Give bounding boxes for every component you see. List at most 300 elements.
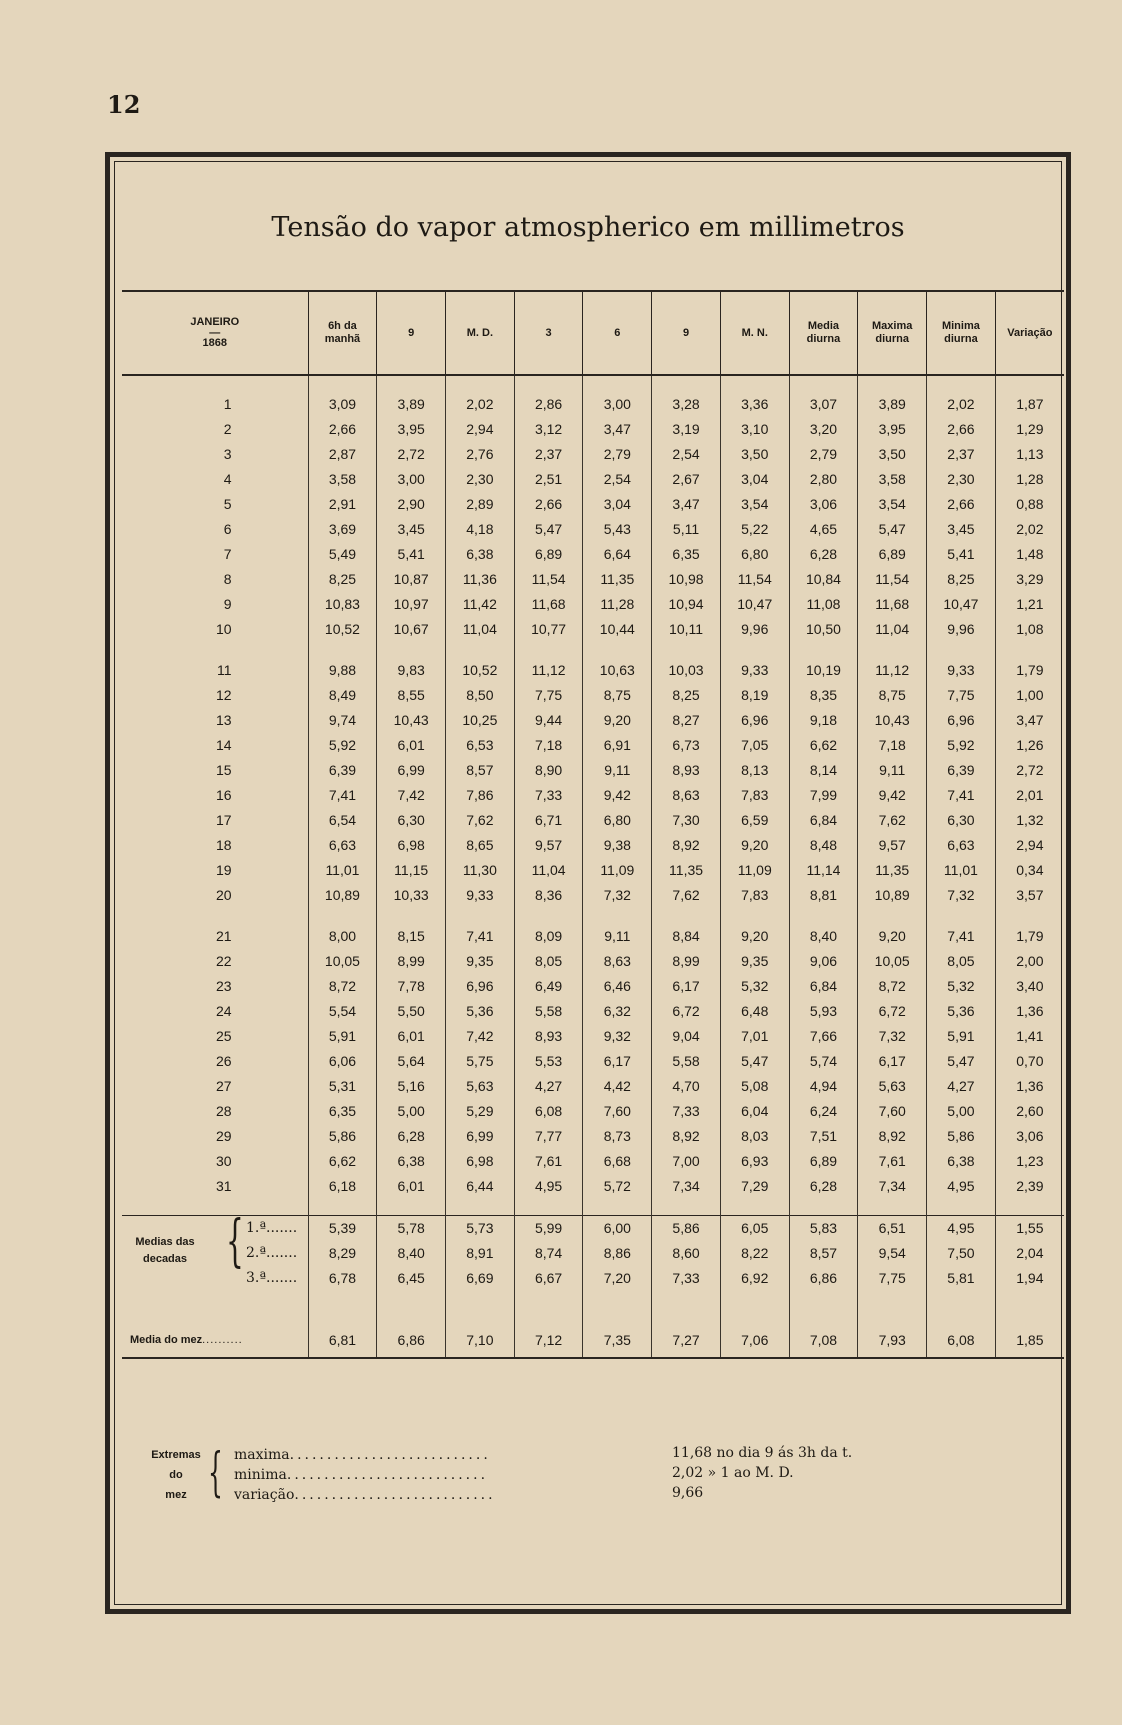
spacer-cell [652, 375, 721, 392]
value-cell: 8,55 [377, 683, 446, 708]
header-col-4 [514, 291, 583, 375]
value-cell: 8,40 [377, 1241, 446, 1266]
value-cell: 8,35 [789, 683, 858, 708]
spacer-cell [927, 908, 996, 924]
value-cell: 5,41 [927, 542, 996, 567]
value-cell: 6,99 [377, 758, 446, 783]
spacer-cell [858, 1291, 927, 1307]
value-cell: 9,35 [720, 949, 789, 974]
day-cell: 9 [223, 596, 232, 612]
spacer-cell [377, 908, 446, 924]
value-cell: 11,08 [789, 592, 858, 617]
spacer-cell [858, 375, 927, 392]
page-number: 12 [107, 90, 141, 119]
value-cell: 11,54 [720, 567, 789, 592]
value-cell: 5,92 [308, 733, 377, 758]
spacer-cell [858, 1199, 927, 1216]
extreme-row [234, 1485, 594, 1505]
value-cell: 6,73 [652, 733, 721, 758]
value-cell: 7,61 [514, 1149, 583, 1174]
value-cell: 6,28 [377, 1124, 446, 1149]
extreme-row [234, 1445, 590, 1465]
spacer-cell [995, 375, 1064, 392]
table-row [122, 617, 1064, 642]
value-cell: 9,11 [858, 758, 927, 783]
value-cell: 11,68 [514, 592, 583, 617]
table-row [122, 517, 1064, 542]
value-cell: 8,99 [377, 949, 446, 974]
value-cell: 8,72 [858, 974, 927, 999]
extremes-brace: { [208, 1443, 223, 1503]
table-row [122, 1099, 1064, 1124]
value-cell: 3,50 [858, 442, 927, 467]
value-cell: 1,85 [995, 1323, 1064, 1358]
day-cell: 23 [216, 978, 232, 994]
value-cell: 1,48 [995, 542, 1064, 567]
value-cell: 1,36 [995, 999, 1064, 1024]
value-cell: 7,33 [514, 783, 583, 808]
value-cell: 5,81 [927, 1266, 996, 1291]
value-cell: 7,05 [720, 733, 789, 758]
value-cell: 5,63 [446, 1074, 515, 1099]
value-cell: 1,36 [995, 1074, 1064, 1099]
day-cell: 14 [216, 737, 232, 753]
value-cell: 5,86 [652, 1216, 721, 1241]
value-cell: 8,14 [789, 758, 858, 783]
value-cell: 2,54 [583, 467, 652, 492]
value-cell: 7,77 [514, 1124, 583, 1149]
header-col-8 [789, 291, 858, 375]
spacer-cell [122, 1307, 308, 1323]
value-cell: 7,32 [858, 1024, 927, 1049]
header-col-5 [583, 291, 652, 375]
spacer-cell [789, 1307, 858, 1323]
value-cell: 10,19 [789, 658, 858, 683]
table-row [122, 974, 1064, 999]
value-cell: 5,92 [927, 733, 996, 758]
value-cell: 11,28 [583, 592, 652, 617]
header-col-line2: manhã [324, 333, 361, 345]
value-cell: 8,81 [789, 883, 858, 908]
table-row [122, 1024, 1064, 1049]
decade-label: 3.ª....... [246, 1270, 298, 1286]
value-cell: 7,33 [652, 1099, 721, 1124]
value-cell: 4,65 [789, 517, 858, 542]
value-cell: 2,76 [446, 442, 515, 467]
value-cell: 8,40 [789, 924, 858, 949]
value-cell: 11,04 [446, 617, 515, 642]
spacer-cell [583, 908, 652, 924]
header-col-line2: diurna [944, 333, 978, 345]
value-cell: 8,29 [308, 1241, 377, 1266]
day-cell: 29 [216, 1128, 232, 1144]
day-cell: 30 [216, 1153, 232, 1169]
spacer-row [122, 1307, 1064, 1323]
value-cell: 2,54 [652, 442, 721, 467]
spacer-cell [446, 1307, 515, 1323]
value-cell: 6,63 [308, 833, 377, 858]
value-cell: 6,48 [720, 999, 789, 1024]
table-row [122, 467, 1064, 492]
value-cell: 7,18 [514, 733, 583, 758]
day-cell: 5 [223, 496, 232, 512]
value-cell: 2,30 [446, 467, 515, 492]
header-col-line1: Maxima [872, 320, 913, 332]
decade-label-cell [122, 1241, 308, 1266]
value-cell: 6,96 [446, 974, 515, 999]
value-cell: 6,92 [720, 1266, 789, 1291]
spacer-cell [995, 908, 1064, 924]
value-cell: 6,89 [789, 1149, 858, 1174]
spacer-cell [927, 375, 996, 392]
value-cell: 11,36 [446, 567, 515, 592]
decades-title-line1: Medias das [135, 1236, 195, 1248]
spacer-row [122, 642, 1064, 658]
value-cell: 6,00 [583, 1216, 652, 1241]
value-cell: 6,39 [308, 758, 377, 783]
value-cell: 6,69 [446, 1266, 515, 1291]
value-cell: 9,18 [789, 708, 858, 733]
value-cell: 6,68 [583, 1149, 652, 1174]
header-col-line2: diurna [806, 333, 841, 345]
value-cell: 7,75 [858, 1266, 927, 1291]
value-cell: 7,41 [927, 924, 996, 949]
value-cell: 7,75 [514, 683, 583, 708]
spacer-cell [583, 642, 652, 658]
value-cell: 3,89 [377, 392, 446, 417]
value-cell: 3,47 [583, 417, 652, 442]
value-cell: 10,03 [652, 658, 721, 683]
value-cell: 7,86 [446, 783, 515, 808]
value-cell: 2,67 [652, 467, 721, 492]
extremes-title-line2: do [169, 1469, 183, 1481]
value-cell: 8,63 [652, 783, 721, 808]
value-cell: 3,19 [652, 417, 721, 442]
spacer-cell [377, 1199, 446, 1216]
value-cell: 2,51 [514, 467, 583, 492]
value-cell: 3,20 [789, 417, 858, 442]
value-cell: 8,99 [652, 949, 721, 974]
day-cell: 6 [223, 521, 232, 537]
value-cell: 1,29 [995, 417, 1064, 442]
day-cell: 16 [216, 787, 232, 803]
value-cell: 6,06 [308, 1049, 377, 1074]
day-cell: 10 [216, 621, 232, 637]
value-cell: 9,96 [720, 617, 789, 642]
value-cell: 5,32 [720, 974, 789, 999]
table-row [122, 542, 1064, 567]
spacer-cell [858, 908, 927, 924]
value-cell: 5,53 [514, 1049, 583, 1074]
value-cell: 9,38 [583, 833, 652, 858]
spacer-cell [927, 1291, 996, 1307]
value-cell: 8,19 [720, 683, 789, 708]
value-cell: 1,79 [995, 658, 1064, 683]
spacer-cell [308, 1307, 377, 1323]
value-cell: 7,93 [858, 1323, 927, 1358]
table-title: Tensão do vapor atmospherico em millimetros [271, 212, 905, 243]
spacer-cell [583, 1199, 652, 1216]
value-cell: 2,37 [927, 442, 996, 467]
value-cell: 8,92 [652, 833, 721, 858]
value-cell: 6,62 [789, 733, 858, 758]
value-cell: 8,36 [514, 883, 583, 908]
value-cell: 2,66 [927, 417, 996, 442]
day-cell: 22 [216, 953, 232, 969]
value-cell: 9,20 [583, 708, 652, 733]
value-cell: 5,00 [927, 1099, 996, 1124]
value-cell: 4,70 [652, 1074, 721, 1099]
value-cell: 5,75 [446, 1049, 515, 1074]
spacer-cell [720, 1307, 789, 1323]
value-cell: 6,01 [377, 1024, 446, 1049]
spacer-cell [789, 375, 858, 392]
value-cell: 9,42 [858, 783, 927, 808]
value-cell: 6,96 [927, 708, 996, 733]
value-cell: 2,37 [514, 442, 583, 467]
value-cell: 6,38 [927, 1149, 996, 1174]
value-cell: 7,41 [927, 783, 996, 808]
value-cell: 11,04 [514, 858, 583, 883]
table-row [122, 1049, 1064, 1074]
spacer-cell [995, 1291, 1064, 1307]
extreme-dots: ........................... [294, 1487, 496, 1503]
value-cell: 10,05 [308, 949, 377, 974]
spacer-cell [446, 375, 515, 392]
decade-row [122, 1241, 1064, 1266]
value-cell: 3,54 [720, 492, 789, 517]
value-cell: 6,72 [652, 999, 721, 1024]
value-cell: 3,95 [858, 417, 927, 442]
value-cell: 7,32 [583, 883, 652, 908]
value-cell: 2,89 [446, 492, 515, 517]
table-row [122, 1124, 1064, 1149]
value-cell: 8,86 [583, 1241, 652, 1266]
value-cell: 2,02 [927, 392, 996, 417]
spacer-cell [720, 908, 789, 924]
header-col-6 [652, 291, 721, 375]
spacer-row [122, 908, 1064, 924]
table-row [122, 833, 1064, 858]
spacer-cell [122, 1291, 308, 1307]
value-cell: 8,00 [308, 924, 377, 949]
value-cell: 5,64 [377, 1049, 446, 1074]
day-cell: 4 [223, 471, 232, 487]
value-cell: 9,04 [652, 1024, 721, 1049]
value-cell: 1,79 [995, 924, 1064, 949]
day-cell: 18 [216, 837, 232, 853]
value-cell: 1,87 [995, 392, 1064, 417]
day-cell: 27 [216, 1078, 232, 1094]
extreme-dots: ........................... [289, 1447, 491, 1463]
spacer-cell [308, 1291, 377, 1307]
table-row [122, 883, 1064, 908]
value-cell: 6,93 [720, 1149, 789, 1174]
spacer-cell [652, 1199, 721, 1216]
header-month-cell [122, 291, 308, 375]
value-cell: 5,91 [308, 1024, 377, 1049]
value-cell: 9,06 [789, 949, 858, 974]
value-cell: 5,32 [927, 974, 996, 999]
spacer-cell [514, 1307, 583, 1323]
table-row [122, 683, 1064, 708]
header-row [122, 291, 1064, 375]
value-cell: 6,30 [927, 808, 996, 833]
header-col-2 [377, 291, 446, 375]
value-cell: 6,28 [789, 542, 858, 567]
value-cell: 6,45 [377, 1266, 446, 1291]
value-cell: 1,13 [995, 442, 1064, 467]
value-cell: 2,87 [308, 442, 377, 467]
spacer-row [122, 375, 1064, 392]
value-cell: 7,61 [858, 1149, 927, 1174]
spacer-cell [720, 1199, 789, 1216]
day-cell: 15 [216, 762, 232, 778]
header-col-9 [858, 291, 927, 375]
header-month: JANEIRO [190, 316, 240, 328]
value-cell: 11,54 [514, 567, 583, 592]
value-cell: 10,98 [652, 567, 721, 592]
value-cell: 5,74 [789, 1049, 858, 1074]
value-cell: 1,41 [995, 1024, 1064, 1049]
value-cell: 2,94 [995, 833, 1064, 858]
value-cell: 9,83 [377, 658, 446, 683]
value-cell: 10,25 [446, 708, 515, 733]
spacer-cell [652, 1307, 721, 1323]
spacer-cell [122, 642, 308, 658]
value-cell: 5,99 [514, 1216, 583, 1241]
value-cell: 6,80 [720, 542, 789, 567]
value-cell: 10,52 [446, 658, 515, 683]
value-cell: 3,45 [377, 517, 446, 542]
day-cell: 3 [223, 446, 232, 462]
value-cell: 6,51 [858, 1216, 927, 1241]
value-cell: 5,36 [446, 999, 515, 1024]
value-cell: 4,95 [514, 1174, 583, 1199]
table-row [122, 658, 1064, 683]
spacer-cell [583, 1307, 652, 1323]
value-cell: 2,00 [995, 949, 1064, 974]
value-cell: 7,41 [446, 924, 515, 949]
decades-title-line2: decadas [142, 1253, 188, 1265]
value-cell: 2,60 [995, 1099, 1064, 1124]
header-col-line2: diurna [875, 333, 909, 345]
extreme-dots: ........................... [286, 1467, 489, 1483]
spacer-cell [789, 642, 858, 658]
value-cell: 3,00 [377, 467, 446, 492]
value-cell: 6,44 [446, 1174, 515, 1199]
spacer-cell [720, 642, 789, 658]
value-cell: 7,62 [858, 808, 927, 833]
extreme-label: minima [234, 1467, 287, 1483]
value-cell: 6,17 [583, 1049, 652, 1074]
header-col-line1: Variação [1007, 326, 1053, 339]
value-cell: 2,30 [927, 467, 996, 492]
spacer-cell [308, 908, 377, 924]
extreme-value: 2,02 » 1 ao M. D. [672, 1465, 794, 1481]
header-col-line1: M. D. [466, 326, 494, 339]
value-cell: 3,06 [995, 1124, 1064, 1149]
value-cell: 7,27 [652, 1323, 721, 1358]
value-cell: 2,39 [995, 1174, 1064, 1199]
value-cell: 7,99 [789, 783, 858, 808]
value-cell: 6,89 [858, 542, 927, 567]
decade-label-cell [122, 1266, 308, 1291]
spacer-cell [122, 375, 308, 392]
spacer-cell [789, 908, 858, 924]
header-col-line1: 3 [545, 326, 552, 339]
value-cell: 6,99 [446, 1124, 515, 1149]
value-cell: 8,25 [652, 683, 721, 708]
header-col-line1: 6 [614, 326, 621, 339]
value-cell: 3,10 [720, 417, 789, 442]
value-cell: 10,94 [652, 592, 721, 617]
spacer-cell [377, 375, 446, 392]
spacer-cell [720, 375, 789, 392]
value-cell: 5,22 [720, 517, 789, 542]
value-cell: 9,42 [583, 783, 652, 808]
value-cell: 9,54 [858, 1241, 927, 1266]
value-cell: 6,91 [583, 733, 652, 758]
day-cell: 25 [216, 1028, 232, 1044]
value-cell: 10,83 [308, 592, 377, 617]
value-cell: 6,64 [583, 542, 652, 567]
value-cell: 10,63 [583, 658, 652, 683]
value-cell: 6,01 [377, 733, 446, 758]
value-cell: 1,26 [995, 733, 1064, 758]
spacer-cell [858, 1307, 927, 1323]
value-cell: 3,06 [789, 492, 858, 517]
value-cell: 3,50 [720, 442, 789, 467]
value-cell: 8,03 [720, 1124, 789, 1149]
value-cell: 6,32 [583, 999, 652, 1024]
value-cell: 5,50 [377, 999, 446, 1024]
decade-label: 2.ª....... [246, 1245, 298, 1261]
value-cell: 7,35 [583, 1323, 652, 1358]
value-cell: 7,83 [720, 783, 789, 808]
value-cell: 8,49 [308, 683, 377, 708]
value-cell: 7,60 [858, 1099, 927, 1124]
day-cell: 21 [216, 928, 232, 944]
value-cell: 8,57 [446, 758, 515, 783]
value-cell: 5,43 [583, 517, 652, 542]
value-cell: 0,34 [995, 858, 1064, 883]
header-col-line1: 6h da [328, 320, 357, 332]
value-cell: 8,09 [514, 924, 583, 949]
value-cell: 5,16 [377, 1074, 446, 1099]
table-row [122, 758, 1064, 783]
value-cell: 11,35 [583, 567, 652, 592]
value-cell: 9,20 [720, 924, 789, 949]
value-cell: 9,11 [583, 758, 652, 783]
extremes-title-line1: Extremas [151, 1449, 201, 1461]
value-cell: 8,65 [446, 833, 515, 858]
value-cell: 7,01 [720, 1024, 789, 1049]
value-cell: 2,79 [583, 442, 652, 467]
spacer-cell [446, 642, 515, 658]
value-cell: 6,81 [308, 1323, 377, 1358]
spacer-row [122, 1291, 1064, 1307]
header-col-line1: Media [807, 320, 840, 332]
spacer-cell [514, 908, 583, 924]
value-cell: 5,47 [720, 1049, 789, 1074]
value-cell: 3,47 [652, 492, 721, 517]
table-row [122, 808, 1064, 833]
value-cell: 1,55 [995, 1216, 1064, 1241]
value-cell: 5,31 [308, 1074, 377, 1099]
spacer-cell [377, 1307, 446, 1323]
value-cell: 7,30 [652, 808, 721, 833]
